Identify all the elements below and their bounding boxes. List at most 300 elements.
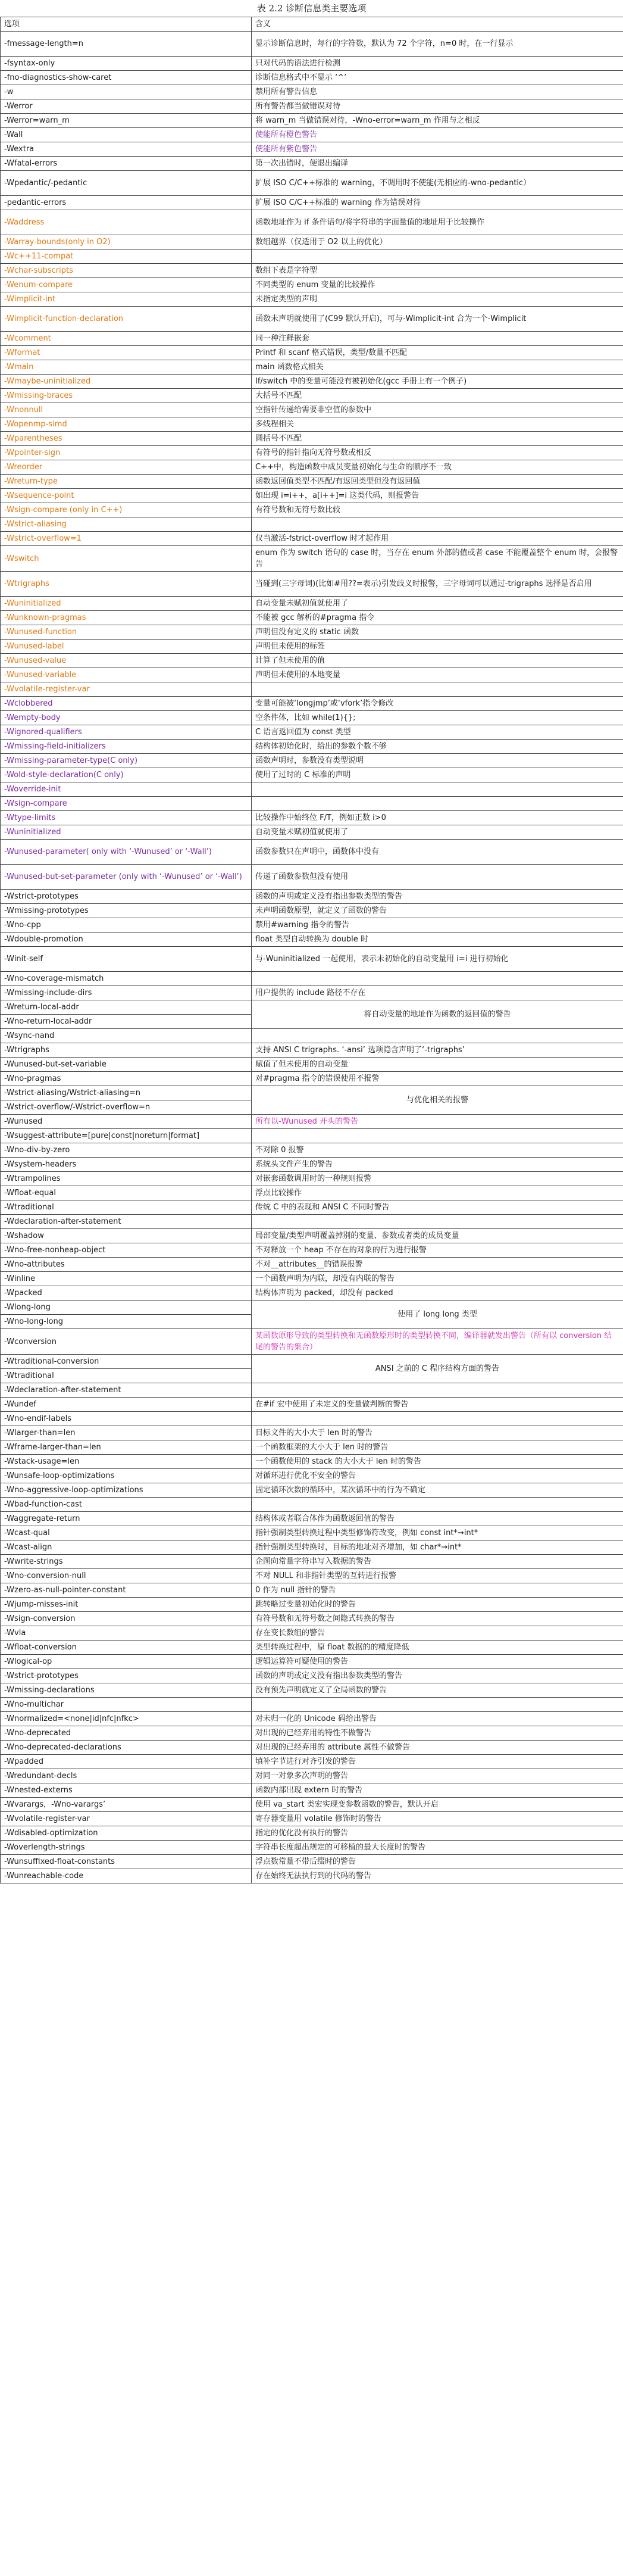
table-row (1, 768, 623, 782)
table-row (1, 99, 623, 114)
option-cell: -Waddress (1, 210, 252, 235)
option-cell: -Wdisabled-optimization (1, 1826, 252, 1841)
table-row (1, 1555, 623, 1569)
option-cell: -Wmissing-include-dirs (1, 986, 252, 1000)
option-cell: -Wclobbered (1, 697, 252, 711)
table-row (1, 668, 623, 682)
meaning-cell: 大括号不匹配 (252, 389, 623, 403)
table-row (1, 1286, 623, 1301)
table-row (1, 986, 623, 1000)
option-cell: -Wlong-long (1, 1301, 252, 1315)
table-row (1, 1029, 623, 1043)
meaning-cell: 逻辑运算符可疑使用的警告 (252, 1655, 623, 1669)
meaning-cell (252, 250, 623, 264)
table-row (1, 1272, 623, 1286)
table-row (1, 85, 623, 99)
table-row (1, 1469, 623, 1483)
meaning-cell: 支持 ANSI C trigraphs. ‘-ansi’ 选项隐含声明了‘-trigraphs’ (252, 1043, 623, 1058)
column-header-meaning: 含义 (252, 17, 623, 32)
option-cell: -Wsystem-headers (1, 1158, 252, 1172)
table-row (1, 654, 623, 668)
option-cell: -Wunused-label (1, 640, 252, 654)
meaning-cell: 未声明函数原型，就定义了函数的警告 (252, 904, 623, 918)
meaning-cell: 诊断信息格式中不显示 ‘^’ (252, 71, 623, 85)
meaning-cell: 函数未声明就使用了(C99 默认开启)，可与-Wimplicit-int 合为一个-Wimplicit (252, 307, 623, 332)
meaning-cell: 一个函数框架的大小大于 len 时的警告 (252, 1440, 623, 1455)
table-row (1, 360, 623, 375)
table-row (1, 1158, 623, 1172)
meaning-cell: 固定循环次数的循环中，某次循环中的行为不确定 (252, 1483, 623, 1498)
meaning-cell: 禁用#warning 指令的警告 (252, 918, 623, 933)
option-cell: -Wc++11-compat (1, 250, 252, 264)
meaning-cell: 结构体声明为 packed，却没有 packed (252, 1286, 623, 1301)
option-cell: -Wempty-body (1, 711, 252, 725)
meaning-cell (252, 1698, 623, 1712)
meaning-cell: ANSI 之前的 C 程序结构方面的警告 (252, 1355, 623, 1383)
option-cell: -Wconversion (1, 1329, 252, 1355)
meaning-cell: 同一种注释嵌套 (252, 332, 623, 346)
meaning-cell: 变量可能被‘longjmp’或‘vfork’指令修改 (252, 697, 623, 711)
table-row (1, 1583, 623, 1598)
option-cell: -Wall (1, 128, 252, 142)
option-cell: -Wno-deprecated-declarations (1, 1741, 252, 1755)
option-cell: -Wpedantic/-pedantic (1, 171, 252, 196)
table-row (1, 235, 623, 250)
meaning-cell: 自动变量未赋初值就使用了 (252, 597, 623, 611)
option-cell: -Warray-bounds(only in O2) (1, 235, 252, 250)
meaning-cell: 声明但没有定义的 static 函数 (252, 625, 623, 640)
option-cell: -fsyntax-only (1, 57, 252, 71)
meaning-cell: 使能所有紫色警告 (252, 142, 623, 157)
option-cell: -Wcomment (1, 332, 252, 346)
table-row (1, 1826, 623, 1841)
meaning-cell: 与-Wuninitialized 一起使用，表示未初始化的自动变量用 i=i 进行初始化 (252, 947, 623, 972)
table-row (1, 740, 623, 754)
option-cell: -Wswitch (1, 546, 252, 572)
meaning-cell: 数组下表是字符型 (252, 264, 623, 278)
option-cell: -Wlarger-than=len (1, 1426, 252, 1440)
table-row (1, 1143, 623, 1158)
option-cell: -Werror=warn_m (1, 114, 252, 128)
table-row (1, 754, 623, 768)
meaning-cell: 对循环进行优化不安全的警告 (252, 1469, 623, 1483)
meaning-cell: 使用了过时的 C 标准的声明 (252, 768, 623, 782)
option-cell: -Wreturn-local-addr (1, 1000, 252, 1015)
meaning-cell: 字符串长度超出规定的可移植的最大长度时的警告 (252, 1841, 623, 1855)
option-cell: -Wstrict-overflow=1 (1, 532, 252, 546)
meaning-cell: 自动变量未赋初值就使用了 (252, 825, 623, 840)
option-cell: -Woverride-init (1, 782, 252, 797)
table-row (1, 1569, 623, 1583)
meaning-cell: 函数内部出现 extern 时的警告 (252, 1783, 623, 1798)
table-row (1, 782, 623, 797)
option-cell: -Wno-endif-labels (1, 1412, 252, 1426)
option-cell: -Wtraditional (1, 1369, 252, 1383)
meaning-cell: 0 作为 null 指针的警告 (252, 1583, 623, 1598)
option-cell: -w (1, 85, 252, 99)
table-row (1, 446, 623, 460)
option-cell: -Wstrict-overflow/-Wstrict-overflow=n (1, 1100, 252, 1115)
option-cell: -Wpointer-sign (1, 446, 252, 460)
option-cell: -Wdeclaration-after-statement (1, 1215, 252, 1229)
option-cell: -Wtrampolines (1, 1172, 252, 1186)
meaning-cell: 计算了但未使用的值 (252, 654, 623, 668)
option-cell: -Wparentheses (1, 432, 252, 446)
meaning-cell: 函数的声明或定义没有指出参数类型的警告 (252, 1669, 623, 1683)
option-cell: -pedantic-errors (1, 196, 252, 210)
table-row (1, 865, 623, 890)
table-row (1, 460, 623, 475)
table-row (1, 403, 623, 417)
meaning-cell: 不对__attributes__的错误报警 (252, 1258, 623, 1272)
table-row (1, 1058, 623, 1072)
table-row (1, 432, 623, 446)
option-cell: -Wno-conversion-null (1, 1569, 252, 1583)
meaning-cell: float 类型自动转换为 double 时 (252, 933, 623, 947)
option-cell: -Wformat (1, 346, 252, 360)
option-cell: -Wframe-larger-than=len (1, 1440, 252, 1455)
option-cell: -Wno-div-by-zero (1, 1143, 252, 1158)
option-cell: -Wignored-qualifiers (1, 725, 252, 740)
option-cell: -Wpadded (1, 1755, 252, 1769)
meaning-cell: 赋值了但未使用的自动变量 (252, 1058, 623, 1072)
meaning-cell: C++中，构造函数中成员变量初始化与生命的顺序不一致 (252, 460, 623, 475)
meaning-cell (252, 1129, 623, 1143)
meaning-cell: 不对释放一个 heap 不存在的对象的行为进行报警 (252, 1243, 623, 1258)
option-cell: -Wcast-qual (1, 1526, 252, 1540)
table-row (1, 532, 623, 546)
option-cell: -Wnonnull (1, 403, 252, 417)
option-cell: -Wtype-limits (1, 811, 252, 825)
option-cell: -fmessage-length=n (1, 32, 252, 57)
column-header-option: 选项 (1, 17, 252, 32)
meaning-cell: 类型转换过程中，原 float 数据的的精度降低 (252, 1641, 623, 1655)
table-row (1, 1512, 623, 1526)
meaning-cell: 企图向常量字符串写入数据的警告 (252, 1555, 623, 1569)
table-header-row (1, 17, 623, 32)
table-row (1, 625, 623, 640)
table-row (1, 572, 623, 597)
table-row (1, 57, 623, 71)
table-row (1, 1200, 623, 1215)
table-row (1, 697, 623, 711)
diagnostic-options-table (0, 17, 623, 1883)
table-row (1, 1086, 623, 1100)
option-cell: -Wno-pragmas (1, 1072, 252, 1086)
table-row (1, 1426, 623, 1440)
table-row (1, 1329, 623, 1355)
meaning-cell: 不能被 gcc 解析的#pragma 指令 (252, 611, 623, 625)
option-cell: -Wno-long-long (1, 1315, 252, 1329)
option-cell: -Wjump-misses-init (1, 1598, 252, 1612)
option-cell: -Wno-aggressive-loop-optimizations (1, 1483, 252, 1498)
table-row (1, 1498, 623, 1512)
option-cell: -Wno-return-local-addr (1, 1015, 252, 1029)
option-cell: -Wnested-externs (1, 1783, 252, 1798)
option-cell: -Wuninitialized (1, 597, 252, 611)
table-row (1, 1258, 623, 1272)
table-row (1, 346, 623, 360)
option-cell: -Waggregate-return (1, 1512, 252, 1526)
option-cell: -Wtraditional (1, 1200, 252, 1215)
meaning-cell: 用户提供的 include 路径不存在 (252, 986, 623, 1000)
option-cell: -Wnormalized=<none|id|nfc|nfkc> (1, 1712, 252, 1726)
table-row (1, 597, 623, 611)
meaning-cell: 一个函数声明为内联，却没有内联的警告 (252, 1272, 623, 1286)
option-cell: -Wno-coverage-mismatch (1, 972, 252, 986)
table-row (1, 725, 623, 740)
table-row (1, 1440, 623, 1455)
meaning-cell: 使能所有橙色警告 (252, 128, 623, 142)
option-cell: -Wstack-usage=len (1, 1455, 252, 1469)
table-row (1, 1798, 623, 1812)
meaning-cell: 对嵌套函数调用时的一种规则报警 (252, 1172, 623, 1186)
table-row (1, 1000, 623, 1015)
table-row (1, 157, 623, 171)
option-cell: -Winline (1, 1272, 252, 1286)
meaning-cell: 空条件体，比如 while(1){}; (252, 711, 623, 725)
meaning-cell: 函数声明时，参数没有类型说明 (252, 754, 623, 768)
meaning-cell: 比较操作中始终位 F/T，例如正数 i>0 (252, 811, 623, 825)
meaning-cell: 指定的优化没有执行的警告 (252, 1826, 623, 1841)
table-row (1, 1741, 623, 1755)
table-body (1, 32, 623, 1883)
option-cell: -Wunused-but-set-parameter (only with ‘-Wunused’ or ‘-Wall’) (1, 865, 252, 890)
option-cell: -Wfloat-conversion (1, 1641, 252, 1655)
meaning-cell: 显示诊断信息时，每行的字符数，默认为 72 个字符，n=0 时，在一行显示 (252, 32, 623, 57)
option-cell: -Wopenmp-simd (1, 417, 252, 432)
option-cell: -Wcast-align (1, 1540, 252, 1555)
option-cell: -Wdeclaration-after-statement (1, 1383, 252, 1398)
meaning-cell: 空指针传递给需要非空值的参数中 (252, 403, 623, 417)
meaning-cell: 结构体初始化时，给出的参数个数不够 (252, 740, 623, 754)
option-cell: -Wpacked (1, 1286, 252, 1301)
option-cell: -Wstrict-prototypes (1, 890, 252, 904)
option-cell: -Wvla (1, 1626, 252, 1641)
meaning-cell: 对同一对象多次声明的警告 (252, 1769, 623, 1783)
table-row (1, 1186, 623, 1200)
option-cell: -Wbad-function-cast (1, 1498, 252, 1512)
table-row (1, 32, 623, 57)
option-cell: -Wsync-nand (1, 1029, 252, 1043)
table-row (1, 1455, 623, 1469)
meaning-cell: 未指定类型的声明 (252, 292, 623, 307)
meaning-cell: 存在始终无法执行到的代码的警告 (252, 1869, 623, 1883)
meaning-cell: 与优化相关的报警 (252, 1086, 623, 1115)
meaning-cell: 对出现的已经弃用的特性不做警告 (252, 1726, 623, 1741)
table-row (1, 1301, 623, 1315)
option-cell: -Wunused-but-set-variable (1, 1058, 252, 1072)
meaning-cell: 寄存器变量用 volatile 修饰时的警告 (252, 1812, 623, 1826)
table-row (1, 1869, 623, 1883)
table-row (1, 1043, 623, 1058)
table-row (1, 1215, 623, 1229)
table-row (1, 797, 623, 811)
table-row (1, 825, 623, 840)
meaning-cell: 某函数原形导致的类型转换和无函数原形时的类型转换不同，编译器就发出警告（所有以 conversion 结尾的警告的集合） (252, 1329, 623, 1355)
meaning-cell: 有符号的指针指向无符号数或相反 (252, 446, 623, 460)
table-row (1, 1526, 623, 1540)
option-cell: -Wfatal-errors (1, 157, 252, 171)
meaning-cell: Printf 和 scanf 格式错误，类型/数量不匹配 (252, 346, 623, 360)
meaning-cell: 如出现 i=i++，a[i++]=i 这类代码，则报警告 (252, 489, 623, 503)
option-cell: -Winit-self (1, 947, 252, 972)
table-row (1, 1626, 623, 1641)
table-row (1, 904, 623, 918)
table-row (1, 1712, 623, 1726)
meaning-cell: 函数返回值类型不匹配/有返回类型但没有返回值 (252, 475, 623, 489)
option-cell: -Wunused-parameter( only with ‘-Wunused’ or ‘-Wall’) (1, 840, 252, 865)
table-row (1, 210, 623, 235)
table-row (1, 1072, 623, 1086)
meaning-cell: C 语言返回值为 const 类型 (252, 725, 623, 740)
option-cell: -Wuninitialized (1, 825, 252, 840)
table-row (1, 933, 623, 947)
option-cell: -Wlogical-op (1, 1655, 252, 1669)
meaning-cell: 禁用所有警告信息 (252, 85, 623, 99)
meaning-cell (252, 1029, 623, 1043)
table-row (1, 1655, 623, 1669)
meaning-cell: 多线程相关 (252, 417, 623, 432)
option-cell: -Wchar-subscripts (1, 264, 252, 278)
option-cell: -Wunused-value (1, 654, 252, 668)
meaning-cell: 所有以-Wunused 开头的警告 (252, 1115, 623, 1129)
option-cell: -Wno-cpp (1, 918, 252, 933)
meaning-cell: 不同类型的 enum 变量的比较操作 (252, 278, 623, 292)
meaning-cell: 将自动变量的地址作为函数的返回值的警告 (252, 1000, 623, 1029)
option-cell: -Wno-free-nonheap-object (1, 1243, 252, 1258)
table-row (1, 332, 623, 346)
table-row (1, 1783, 623, 1798)
meaning-cell (252, 1383, 623, 1398)
option-cell: -Wextra (1, 142, 252, 157)
option-cell: -Wstrict-prototypes (1, 1669, 252, 1683)
meaning-cell: 函数地址作为 if 条件语句/将字符串的字面量值的地址用于比较操作 (252, 210, 623, 235)
option-cell: -Wreturn-type (1, 475, 252, 489)
table-row (1, 972, 623, 986)
meaning-cell (252, 682, 623, 697)
table-row (1, 475, 623, 489)
table-row (1, 840, 623, 865)
option-cell: -Wunused-variable (1, 668, 252, 682)
meaning-cell: 在#if 宏中使用了未定义的变量做判断的警告 (252, 1398, 623, 1412)
option-cell: -Wzero-as-null-pointer-constant (1, 1583, 252, 1598)
table-row (1, 811, 623, 825)
meaning-cell: 声明但未使用的标签 (252, 640, 623, 654)
option-cell: -Wmain (1, 360, 252, 375)
table-row (1, 1812, 623, 1826)
table-row (1, 389, 623, 403)
table-caption: 表 2.2 诊断信息类主要选项 (256, 3, 367, 14)
table-row (1, 1398, 623, 1412)
meaning-cell (252, 1215, 623, 1229)
table-row (1, 1243, 623, 1258)
option-cell: -Wmaybe-uninitialized (1, 375, 252, 389)
table-row (1, 1115, 623, 1129)
option-cell: -Wmissing-prototypes (1, 904, 252, 918)
meaning-cell: 有符号数和无符号数之间隐式转换的警告 (252, 1612, 623, 1626)
option-cell: -Wsequence-point (1, 489, 252, 503)
table-row (1, 611, 623, 625)
table-row (1, 1172, 623, 1186)
meaning-cell: 不对 NULL 和非指针类型的互转进行报警 (252, 1569, 623, 1583)
meaning-cell: 仅当激活-fstrict-overflow 时才起作用 (252, 532, 623, 546)
option-cell: -Wimplicit-function-declaration (1, 307, 252, 332)
meaning-cell: 将 warn_m 当做错误对待，-Wno-error=warn_m 作用与之相反 (252, 114, 623, 128)
table-row (1, 1598, 623, 1612)
option-cell: -Wunsuffixed-float-constants (1, 1855, 252, 1869)
option-cell: -Wmissing-field-initializers (1, 740, 252, 754)
meaning-cell: 圆括号不匹配 (252, 432, 623, 446)
option-cell: -Wno-multichar (1, 1698, 252, 1712)
meaning-cell (252, 1412, 623, 1426)
meaning-cell: 填补字节进行对齐引发的警告 (252, 1755, 623, 1769)
meaning-cell (252, 1498, 623, 1512)
table-row (1, 890, 623, 904)
meaning-cell: 结构体或者联合体作为函数返回值的警告 (252, 1512, 623, 1526)
meaning-cell: 当碰到(三字母词)(比如#用??=表示)引发歧义时报警，三字母词可以通过-trigraphs 选择是否启用 (252, 572, 623, 597)
table-row (1, 918, 623, 933)
option-cell: -Wundef (1, 1398, 252, 1412)
table-row (1, 546, 623, 572)
table-row (1, 114, 623, 128)
table-row (1, 1355, 623, 1369)
table-row (1, 947, 623, 972)
option-cell: -Wunreachable-code (1, 1869, 252, 1883)
table-row (1, 1841, 623, 1855)
table-row (1, 1769, 623, 1783)
meaning-cell (252, 972, 623, 986)
meaning-cell: 扩展 ISO C/C++标准的 warning，不调用时不使能(无相应的-wno-pedantic） (252, 171, 623, 196)
table-row (1, 1383, 623, 1398)
option-cell: -Wmissing-parameter-type(C only) (1, 754, 252, 768)
table-row (1, 196, 623, 210)
meaning-cell: 跳转略过变量初始化时的警告 (252, 1598, 623, 1612)
table-row (1, 640, 623, 654)
option-cell: -Wenum-compare (1, 278, 252, 292)
table-row (1, 1412, 623, 1426)
table-row (1, 489, 623, 503)
option-cell: -Wstrict-aliasing (1, 517, 252, 532)
meaning-cell: 使用 va_start 类宏实现变参数函数的警告，默认开启 (252, 1798, 623, 1812)
meaning-cell: main 函数格式相关 (252, 360, 623, 375)
table-row (1, 1669, 623, 1683)
meaning-cell: 对未归一化的 Unicode 码给出警告 (252, 1712, 623, 1726)
meaning-cell: If/switch 中的变量可能没有被初始化(gcc 手册上有一个例子) (252, 375, 623, 389)
table-row (1, 128, 623, 142)
table-row (1, 375, 623, 389)
option-cell: -Wtrigraphs (1, 572, 252, 597)
option-cell: -Woverlength-strings (1, 1841, 252, 1855)
meaning-cell: 对#pragma 指令的错误使用不报警 (252, 1072, 623, 1086)
table-row (1, 278, 623, 292)
table-row (1, 1755, 623, 1769)
option-cell: -fno-diagnostics-show-caret (1, 71, 252, 85)
meaning-cell: 传统 C 中的表现和 ANSI C 不同时警告 (252, 1200, 623, 1215)
table-row (1, 1229, 623, 1243)
table-row (1, 1698, 623, 1712)
meaning-cell: 数组越界（仅适用于 O2 以上的优化） (252, 235, 623, 250)
option-cell: -Wreorder (1, 460, 252, 475)
table-row (1, 142, 623, 157)
meaning-cell: 第一次出错时，便退出编译 (252, 157, 623, 171)
meaning-cell: 函数参数只在声明中，函数体中没有 (252, 840, 623, 865)
meaning-cell: 浮点数常量不带后缀时的警告 (252, 1855, 623, 1869)
option-cell: -Wsign-compare (only in C++) (1, 503, 252, 517)
table-row (1, 292, 623, 307)
table-row (1, 417, 623, 432)
meaning-cell: 系统头文件产生的警告 (252, 1158, 623, 1172)
